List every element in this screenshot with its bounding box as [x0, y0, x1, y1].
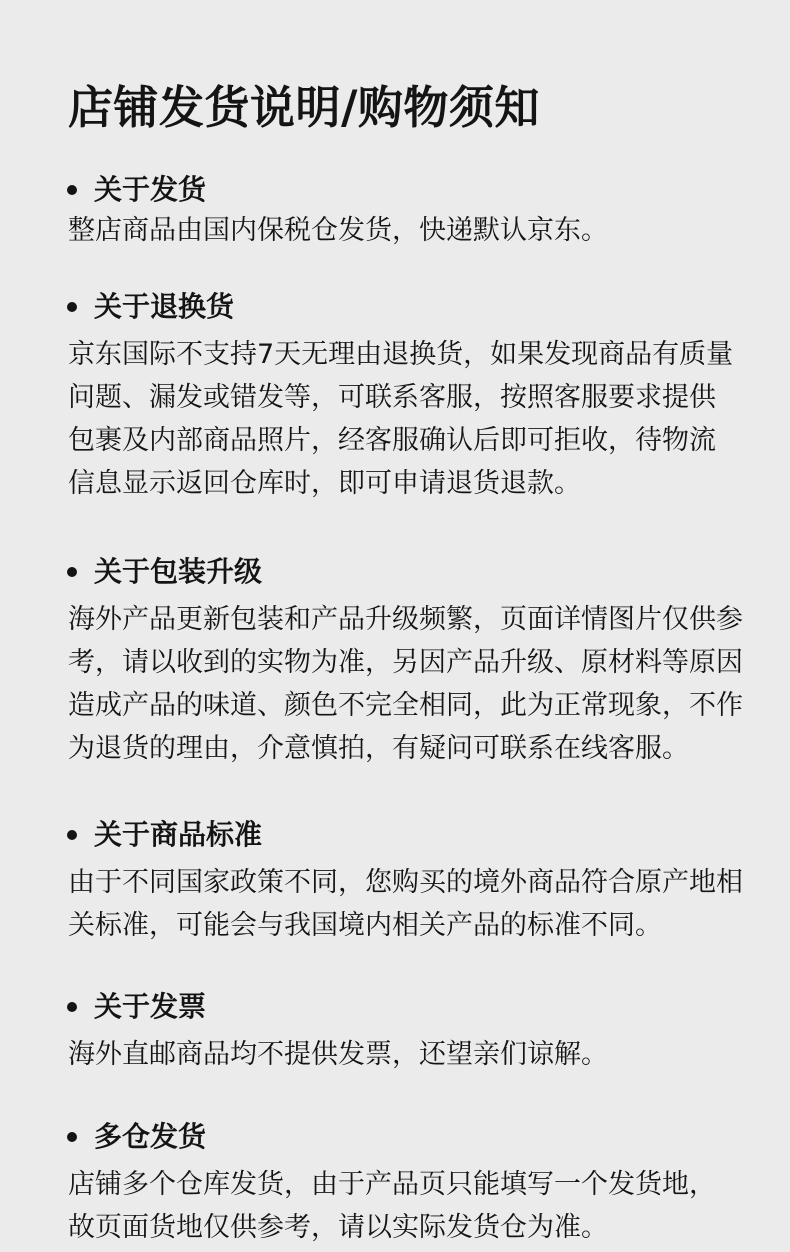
bullet-icon	[67, 302, 77, 312]
section-heading: 关于商品标准	[94, 818, 263, 851]
body-text-line: 关标准，可能会与我国境内相关产品的标准不同。	[68, 909, 662, 941]
section-heading: 多仓发货	[94, 1120, 207, 1153]
section-heading: 关于发票	[94, 990, 207, 1023]
section-shipping	[0, 170, 790, 252]
body-text-line: 由于不同国家政策不同，您购买的境外商品符合原产地相	[68, 866, 743, 898]
section-body	[0, 861, 790, 947]
section-packaging-upgrade	[0, 552, 790, 770]
body-text-line: 京东国际不支持7天无理由退换货，如果发现商品有质量	[68, 338, 734, 370]
section-heading: 关于退换货	[94, 290, 235, 323]
section-heading-row	[0, 170, 790, 210]
section-invoice	[0, 987, 790, 1076]
body-text-line: 问题、漏发或错发等，可联系客服，按照客服要求提供	[68, 381, 716, 413]
section-multi-warehouse	[0, 1117, 790, 1249]
body-text-line: 信息显示返回仓库时，即可申请退货退款。	[68, 467, 581, 499]
section-heading: 关于发货	[94, 173, 207, 206]
bullet-icon	[67, 185, 77, 195]
section-heading: 关于包装升级	[94, 555, 263, 588]
section-body	[0, 598, 790, 770]
body-text-line: 海外产品更新包装和产品升级频繁，页面详情图片仅供参	[68, 603, 743, 635]
section-heading-row	[0, 987, 790, 1027]
bullet-icon	[67, 1132, 77, 1142]
body-text-line: 店铺多个仓库发货，由于产品页只能填写一个发货地，	[68, 1168, 716, 1200]
body-text-line: 海外直邮商品均不提供发票，还望亲们谅解。	[68, 1038, 608, 1070]
section-returns	[0, 287, 790, 505]
section-heading-row	[0, 287, 790, 327]
section-heading-row	[0, 1117, 790, 1157]
body-text-line: 考，请以收到的实物为准，另因产品升级、原材料等原因	[68, 646, 743, 678]
section-body	[0, 1163, 790, 1249]
section-heading-row	[0, 552, 790, 592]
section-body	[0, 209, 790, 252]
page-title: 店铺发货说明/购物须知	[68, 81, 540, 134]
body-text-line: 为退货的理由，介意慎拍，有疑问可联系在线客服。	[68, 732, 689, 764]
bullet-icon	[67, 830, 77, 840]
section-body	[0, 333, 790, 505]
section-body	[0, 1033, 790, 1076]
bullet-icon	[67, 567, 77, 577]
section-product-standards	[0, 815, 790, 947]
body-text-line: 包裹及内部商品照片，经客服确认后即可拒收，待物流	[68, 424, 716, 456]
section-heading-row	[0, 815, 790, 855]
bullet-icon	[67, 1002, 77, 1012]
body-text-line: 整店商品由国内保税仓发货，快递默认京东。	[68, 214, 608, 246]
body-text-line: 造成产品的味道、颜色不完全相同，此为正常现象，不作	[68, 689, 743, 721]
body-text-line: 故页面货地仅供参考，请以实际发货仓为准。	[68, 1211, 608, 1243]
